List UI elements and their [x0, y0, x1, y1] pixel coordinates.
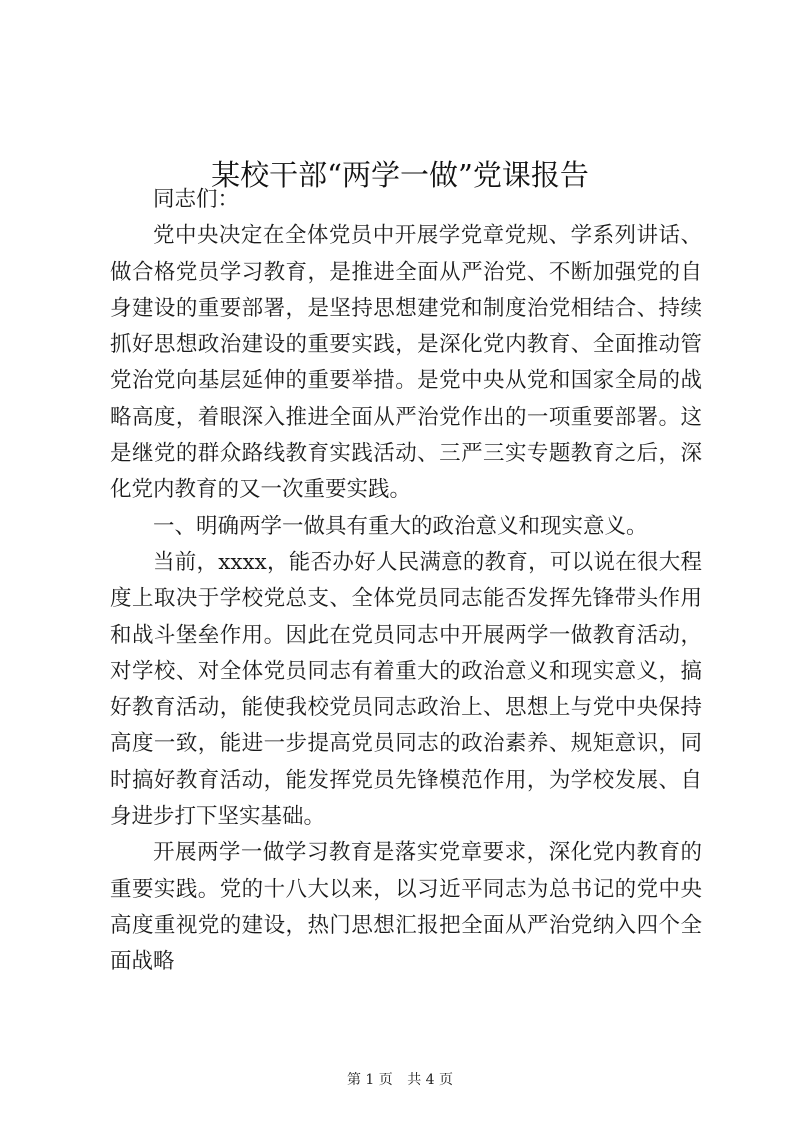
document-title: 某校干部“两学一做”党课报告 [211, 158, 589, 193]
page-footer [0, 1070, 800, 1090]
document-body [110, 182, 702, 981]
page-total: 共 4 页 [407, 1072, 454, 1088]
salutation-paragraph: 同志们： [153, 187, 240, 212]
section-heading-1: 一、明确两学一做具有重大的政治意义和现实意义。 [153, 513, 648, 539]
intro-paragraph: 党中央决定在全体党员中开展学党章党规、学系列讲话、做合格党员学习教育，是推进全面从严治党、不断加强党的自身建设的重要部署，是坚持思想建党和制度治党相结合、持续抓好思想政治建设的重要实践，是深化党内教育、全面推动管党治党向基层延伸的重要举措。是党中央从党和国家全局的战略高度，着眼深入推进全面从严治党作出的一项重要部署。这是继党的群众路线教育实践活动、三严三实专题教育之后，深化党内教育的又一次重要实践。 [110, 223, 702, 503]
section-1-paragraph-2: 开展两学一做学习教育是落实党章要求，深化党内教育的重要实践。党的十八大以来，以习近平同志为总书记的党中央高度重视党的建设，热门思想汇报把全面从严治党纳入四个全面战略 [110, 840, 702, 975]
section-1-paragraph-1: 当前，xxxx，能否办好人民满意的教育，可以说在很大程度上取决于学校党总支、全体党员同志能否发挥先锋带头作用和战斗堡垒作用。因此在党员同志中开展两学一做教育活动，对学校、对全体党员同志有着重大的政治意义和现实意义，搞好教育活动，能使我校党员同志政治上、思想上与党中央保持高度一致，能进一步提高党员同志的政治素养、规矩意识，同时搞好教育活动，能发挥党员先锋模范作用，为学校发展、自身进步打下坚实基础。 [110, 549, 702, 830]
page-number: 第 1 页 [346, 1072, 393, 1088]
